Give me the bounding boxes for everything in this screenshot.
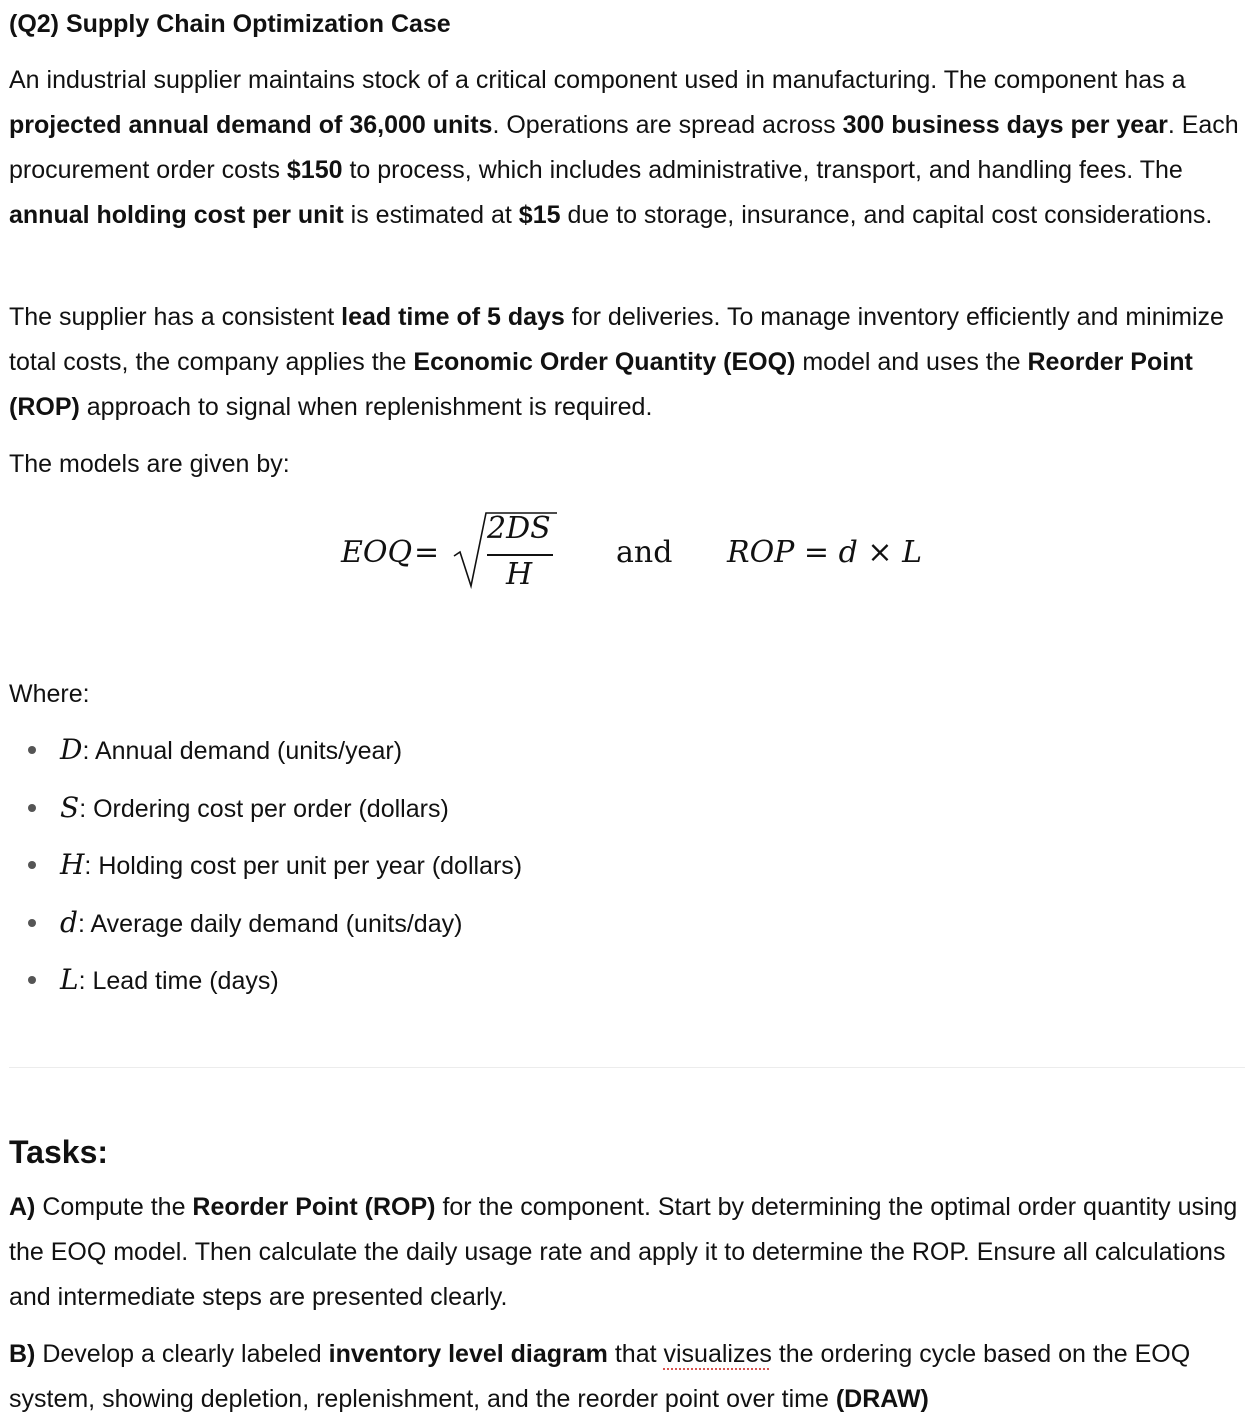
order-cost-emphasis: $150	[286, 156, 343, 184]
section-divider	[9, 1067, 1245, 1068]
eoq-model-emphasis: Economic Order Quantity (EOQ)	[413, 348, 796, 376]
bullet-icon	[28, 804, 36, 812]
text-run: model and uses the	[795, 348, 1028, 376]
variable-description: : Holding cost per unit per year (dollars)	[84, 852, 523, 880]
text-run: The supplier has a consistent	[9, 303, 342, 331]
rop-emphasis: Reorder Point (ROP)	[192, 1193, 436, 1221]
variable-symbol: d	[60, 905, 78, 939]
diagram-emphasis: inventory level diagram	[328, 1340, 608, 1368]
task-label: A)	[9, 1193, 36, 1221]
rop-formula	[727, 535, 922, 570]
text-run: Compute the	[35, 1193, 193, 1221]
where-label: Where:	[9, 680, 90, 708]
variable-symbol: L	[60, 963, 79, 996]
variable-symbol: S	[60, 790, 80, 824]
text-run: Develop a clearly labeled	[35, 1340, 329, 1368]
list-item	[9, 785, 522, 843]
variable-description: : Lead time (days)	[78, 967, 279, 995]
text-run: to process, which includes administrative, transport, and handling fees. The	[342, 156, 1183, 184]
rop-symbol: ROP	[727, 535, 795, 570]
variable-definitions-list	[9, 727, 522, 1015]
text-run: due to storage, insurance, and capital cost considerations.	[560, 201, 1213, 229]
bullet-icon	[28, 861, 36, 869]
text-run: . Operations are spread across	[492, 111, 843, 139]
question-title: (Q2) Supply Chain Optimization Case	[9, 10, 451, 38]
bullet-icon	[28, 919, 36, 927]
draw-emphasis: (DRAW)	[835, 1385, 929, 1413]
models-intro: The models are given by:	[9, 450, 290, 478]
lead-time-symbol: L	[902, 535, 922, 570]
list-item	[9, 900, 522, 958]
text-run: . Each procurement order costs	[9, 111, 1239, 184]
bullet-icon	[28, 746, 36, 754]
eoq-symbol: EOQ	[341, 535, 413, 570]
task-b	[9, 1332, 1245, 1422]
list-item	[9, 957, 522, 1015]
variable-description: : Ordering cost per order (dollars)	[79, 794, 449, 823]
text-run: for the component. Start by determining the optimal order quantity using the EOQ model. Then calculate the daily usage rate and apply it to determine the ROP. Ensure all calculations and intermediate steps are presented clearly.	[9, 1193, 1238, 1311]
text-run: that	[607, 1340, 664, 1368]
lead-time-paragraph	[9, 295, 1245, 430]
rop-approach-emphasis: Reorder Point (ROP)	[9, 348, 1193, 421]
fraction-numerator: 2DS	[487, 511, 551, 546]
daily-demand-symbol: d	[838, 535, 858, 570]
variable-description: : Annual demand (units/year)	[82, 737, 403, 765]
list-item	[9, 842, 522, 900]
text-run: the ordering cycle based on the EOQ system, showing depletion, replenishment, and the reorder point over time	[9, 1340, 1191, 1413]
text-run: for deliveries. To manage inventory efficiently and minimize total costs, the company applies the	[9, 303, 1224, 376]
bullet-icon	[28, 976, 36, 984]
fraction-denominator: H	[506, 557, 533, 592]
times-sign: ×	[867, 535, 893, 570]
holding-cost-value-emphasis: $15	[518, 201, 561, 229]
text-run: An industrial supplier maintains stock of a critical component used in manufacturing. The component has a	[9, 66, 1186, 94]
equals-sign: =	[803, 535, 830, 570]
tasks-heading: Tasks:	[9, 1134, 109, 1170]
equals-sign: =	[414, 535, 440, 570]
task-label: B)	[9, 1340, 36, 1368]
formula-connector: and	[616, 535, 673, 570]
variable-symbol: H	[60, 848, 85, 881]
fraction-bar	[487, 554, 553, 556]
list-item	[9, 727, 522, 785]
spellcheck-flagged-word[interactable]: visualizes	[663, 1340, 772, 1368]
task-a	[9, 1185, 1245, 1320]
variable-description: : Average daily demand (units/day)	[77, 909, 463, 938]
text-run: is estimated at	[343, 201, 519, 229]
variable-symbol: D	[60, 733, 83, 766]
text-run: approach to signal when replenishment is required.	[79, 393, 653, 421]
eoq-rop-formula	[9, 505, 1245, 605]
lead-time-emphasis: lead time of 5 days	[341, 303, 565, 331]
case-description-paragraph	[9, 58, 1245, 238]
annual-demand-emphasis: projected annual demand of 36,000 units	[9, 111, 493, 139]
holding-cost-label-emphasis: annual holding cost per unit	[9, 201, 344, 229]
business-days-emphasis: 300 business days per year	[842, 111, 1168, 139]
